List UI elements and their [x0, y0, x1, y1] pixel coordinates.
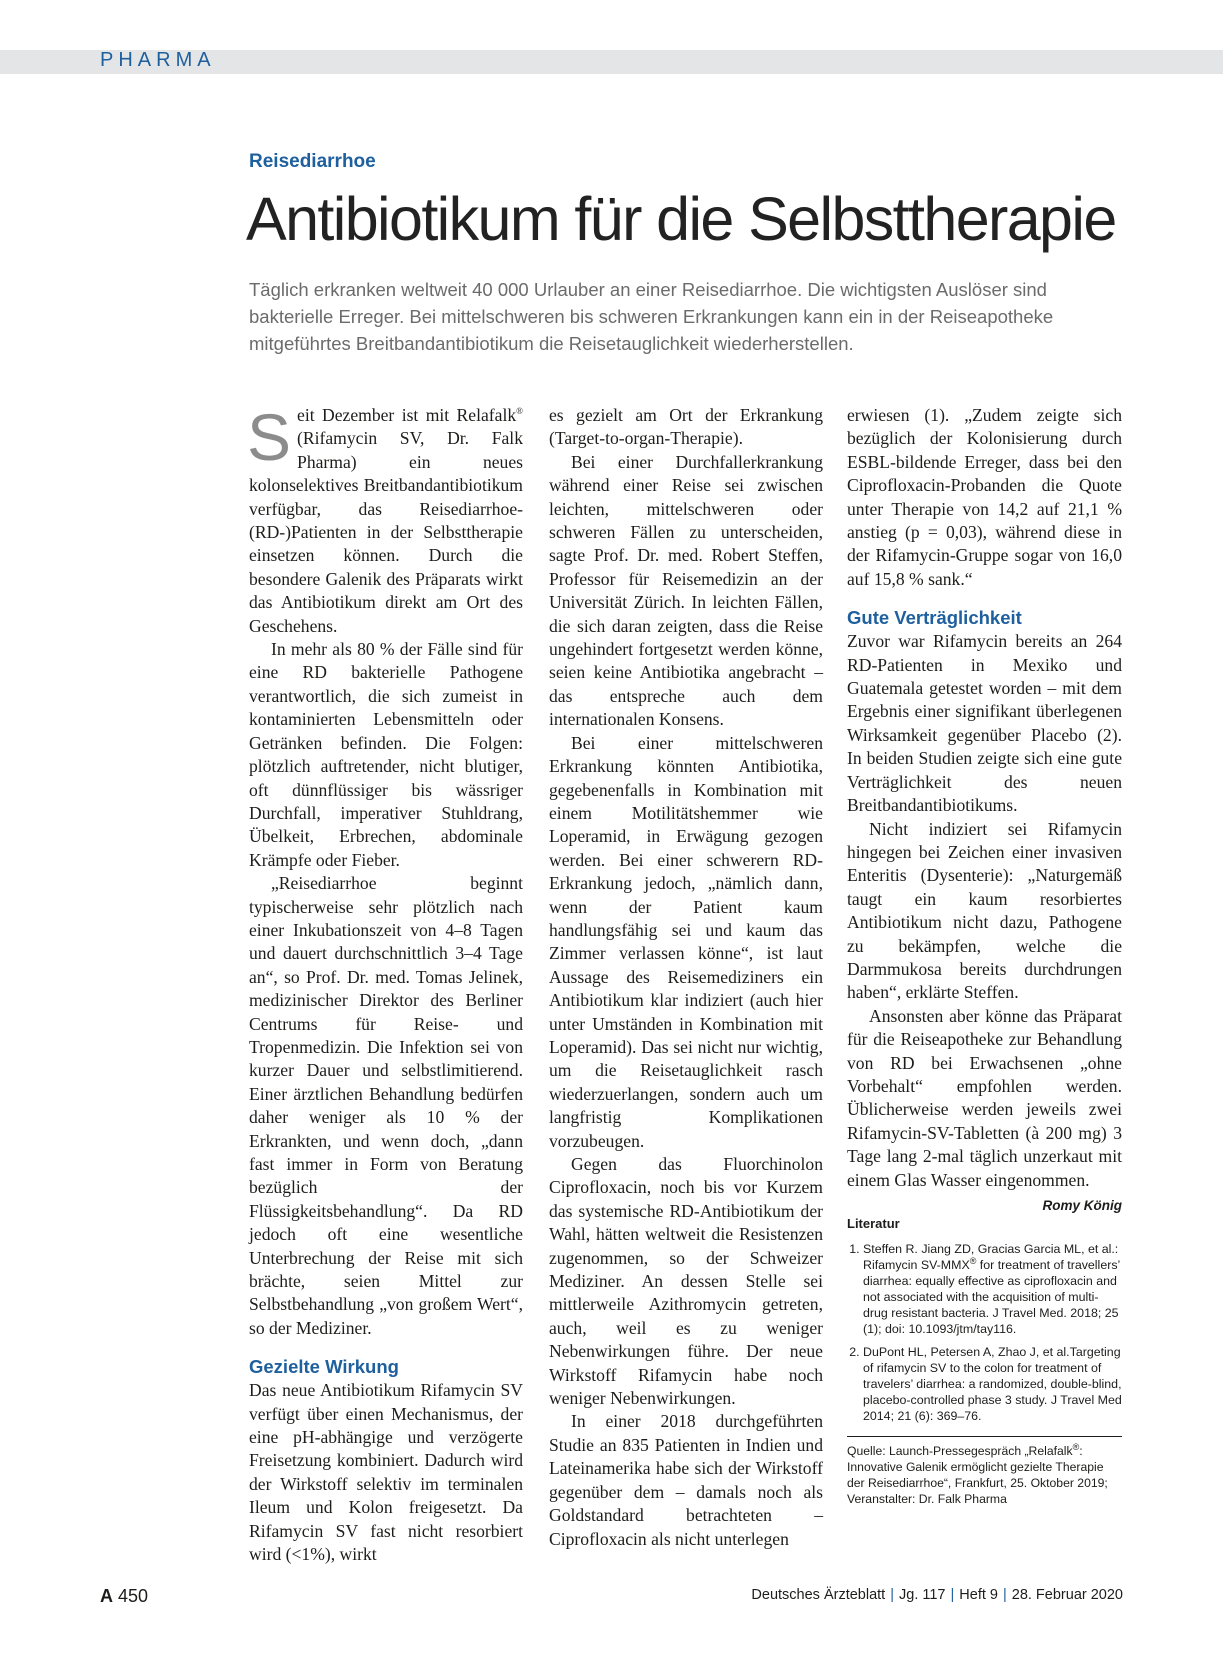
- column-1: [247, 400, 523, 1567]
- subhead-gute-vertraeglichkeit: Gute Verträglichkeit: [847, 607, 1022, 629]
- paragraph-8: In einer 2018 durchgeführten Studie an 835 Patienten in Indien und Lateinamerika habe sich der Wirkstoff gegenüber dem – damals noch als Goldstandard betrachteten – Ciprofloxacin als nicht unterlegen: [549, 1411, 823, 1549]
- paragraph-2: In mehr als 80 % der Fälle sind für eine RD bakterielle Pathogene verantwortlich, die sich zumeist in kontaminierten Lebensmitteln oder Getränken befinden. Die Folgen: plötzlich auftretender, nicht blutiger, oft dünnflüssiger bis wässriger Durchfall, imperativer Stuhldrang, Übelkeit, Erbrechen, abdominale Krämpfe oder Fieber.: [249, 639, 523, 870]
- literature-item: 2. DuPont HL, Petersen A, Zhao J, et al.Targeting of rifamycin SV to the colon for treatment of travelers’ diarrhea: a randomized, double-blind, placebo-controlled phase 3 study. J Travel Med 2014; 21 (6): 369–76.: [863, 1344, 1122, 1424]
- page-number: A 450: [100, 1586, 149, 1606]
- paragraph-1: Seit Dezember ist mit Relafalk® (Rifamycin SV, Dr. Falk Pharma) ein neues kolonselektives Breitbandantibiotikum verfügbar, das Reisediarrhoe-(RD-)Patienten in der Selbsttherapie einsetzen können. Durch die besondere Galenik des Präparats wirkt das Antibiotikum direkt am Ort des Geschehens.: [247, 400, 523, 636]
- journal-name: Deutsches Ärzteblatt: [751, 1587, 886, 1603]
- article-title: Antibiotikum für die Selbsttherapie: [246, 185, 1116, 253]
- paragraph-3: „Reisediarrhoe beginnt typischerweise sehr plötzlich nach einer Inkubationszeit von 4–8 Tagen und dauert durchschnittlich 3–4 Tage an“, so Prof. Dr. med. Tomas Jelinek, medizinischer Direktor des Berliner Centrums für Reise- und Tropenmedizin. Die Infektion sei von kurzer Dauer und selbstlimitierend. Einer ärztlichen Behandlung bedürfen daher weniger als 10 % der Erkrankten, und wenn doch, „dann fast immer in Form von Beratung bezüglich der Flüssigkeitsbehandlung“. Da RD jedoch oft eine wesentliche Unterbrechung der Reise mit sich brächte, seien Mittel zur Selbstbehandlung „von großem Wert“, so der Mediziner.: [249, 873, 523, 1338]
- column-2: [549, 404, 823, 1551]
- paragraph-11: Ansonsten aber könne das Präparat für die Reiseapotheke zur Behandlung von RD bei Erwachsenen „ohne Vorbehalt“ empfohlen werden. Üblicherweise werden jeweils zwei Rifamycin-SV-Tabletten (à 200 mg) 3 Tage lang 2-mal täglich unzerkaut mit einem Glas Wasser eingenommen. Romy König: [847, 1005, 1122, 1192]
- footer-separator: |: [890, 1587, 894, 1603]
- paragraph-9: Zuvor war Rifamycin bereits an 264 RD-Patienten in Mexiko und Guatemala getestet worden – mit dem Ergebnis einer signifikant überlegenen Wirksamkeit gegenüber Placebo (2). In beiden Studien zeigte sich eine gute Verträglichkeit des neuen Breitbandantibiotikums.: [847, 631, 1122, 816]
- paragraph-6: Bei einer mittelschweren Erkrankung könnten Antibiotika, gegebenenfalls in Kombination mit einem Motilitätshemmer wie Loperamid, in Erwägung gezogen werden. Bei einer schwerern RD-Erkrankung jedoch, „nämlich dann, wenn der Patient kaum handlungsfähig sei und kaum das Zimmer verlassen könne“, ist laut Aussage des Reisemediziners ein Antibiotikum klar indiziert (auch hier unter Umständen in Kombination mit Loperamid). Das sei nicht nur wichtig, um die Reisetauglichkeit rasch wiederzuerlangen, sondern auch um langfristig Komplikationen vorzubeugen.: [549, 732, 823, 1151]
- article-lead: Täglich erkranken weltweit 40 000 Urlauber an einer Reisediarrhoe. Die wichtigsten Auslöser sind bakterielle Erreger. Bei mittelschweren bis schweren Erkrankungen kann ein in der Reiseapotheke mitgeführtes Breitbandantibiotikum die Reisetauglichkeit wiederherstellen.: [249, 279, 1054, 354]
- journal-date: 28. Februar 2020: [1011, 1587, 1123, 1603]
- paragraph-4: Das neue Antibiotikum Rifamycin SV verfügt über einen Mechanismus, der eine pH-abhängige und verzögerte Freisetzung kombiniert. Dadurch wird der Wirkstoff selektiv im terminalen Ileum und Kolon freigesetzt. Da Rifamycin SV fast nicht resorbiert wird (<1%), wirkt: [249, 1380, 523, 1565]
- kicker: Reisediarrhoe: [249, 151, 376, 172]
- paragraph-7: Gegen das Fluorchinolon Ciprofloxacin, noch bis vor Kurzem das systemische RD-Antibiotikum der Wahl, hätten weltweit die Resistenzen zugenommen, so der Schweizer Mediziner. An dessen Stelle sei mittlerweile Azithromycin getreten, auch, weil es zu weniger Nebenwirkungen führe. Der neue Wirkstoff Rifamycin habe noch weniger Nebenwirkungen.: [549, 1154, 823, 1409]
- section-label: PHARMA: [100, 49, 216, 71]
- footer-separator: |: [1002, 1587, 1007, 1603]
- paragraph-5: Bei einer Durchfallerkrankung während einer Reise sei zwischen leichten, mittelschweren oder schweren Fällen zu unterscheiden, sagte Prof. Dr. med. Robert Steffen, Professor für Reisemedizin an der Universität Zürich. In leichten Fällen, die sich daran zeigten, dass die Reise ungehindert fortgesetzt werden könne, seien keine Antibiotika angebracht – das entspreche auch dem internationalen Konsens.: [549, 451, 823, 730]
- author-name: Romy König: [1042, 1198, 1122, 1213]
- paragraph-4-continued: es gezielt am Ort der Erkrankung (Target-to-organ-Therapie).: [549, 405, 823, 449]
- literature-list: [847, 1241, 1122, 1424]
- journal-issue: Heft 9: [959, 1587, 998, 1603]
- literature-item: 1. Steffen R. Jiang ZD, Gracias Garcia ML, et al.: Rifamycin SV-MMX® for treatment of travellers’ diarrhea: equally effective as ciprofloxacin and not associated with the acquisition of multi-drug resistant bacteria. J Travel Med. 2018; 25 (1); doi: 10.1093/jtm/tay116.: [863, 1241, 1122, 1337]
- paragraph-8-continued: erwiesen (1). „Zudem zeigte sich bezüglich der Kolonisierung durch ESBL-bildende Erreger, dass bei den Ciprofloxacin-Probanden die Quote unter Therapie von 14,2 auf 21,1 % anstieg (p = 0,03), während diese in der Rifamycin-Gruppe sogar von 16,0 auf 15,8 % sank.“: [847, 405, 1122, 589]
- footer-separator: |: [950, 1587, 955, 1603]
- journal-volume: Jg. 117: [899, 1587, 946, 1603]
- drop-cap: S: [247, 400, 292, 474]
- subhead-gezielte-wirkung: Gezielte Wirkung: [249, 1356, 399, 1378]
- literature-heading: Literatur: [847, 1216, 900, 1231]
- journal-footer: [751, 1587, 1123, 1603]
- column-3: [847, 404, 1122, 1507]
- source-note: Quelle: Launch-Pressegespräch „Relafalk®: Innovative Galenik ermöglicht gezielte Therapie der Reisediarrhoe“, Frankfurt, 25. Oktober 2019; Veranstalter: Dr. Falk Pharma: [847, 1436, 1122, 1507]
- paragraph-10: Nicht indiziert sei Rifamycin hingegen bei Zeichen einer invasiven Enteritis (Dysenterie): „Naturgemäß taugt ein kaum resorbiertes Antibiotikum nicht dazu, Pathogene zu bekämpfen, welche die Darmmukosa bereits durchdrungen haben“, erklärte Steffen.: [847, 818, 1122, 1003]
